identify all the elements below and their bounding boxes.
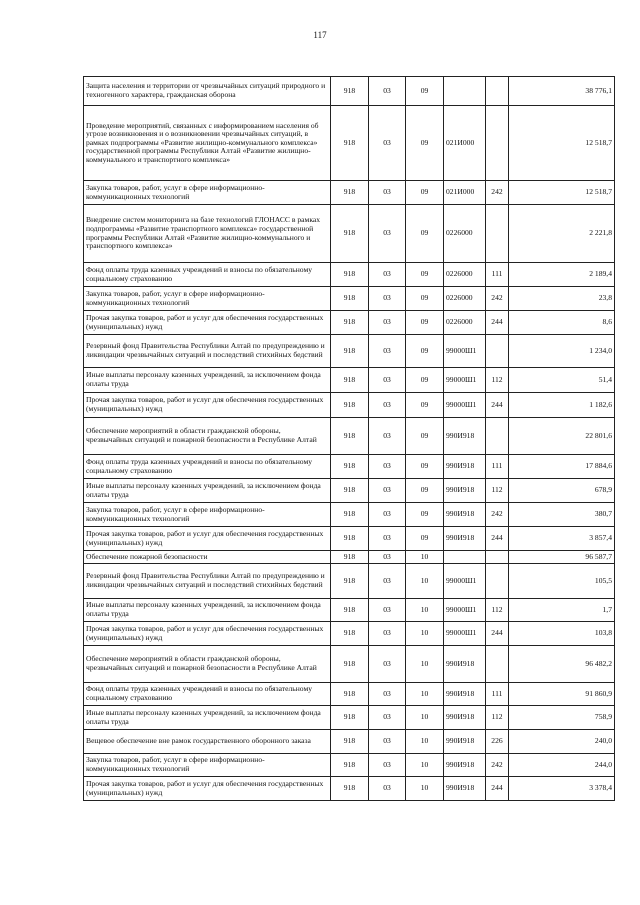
subsection-code: 09 [406,479,444,503]
row-name: Прочая закупка товаров, работ и услуг для обеспечения государственных (муниципальных) нужд [84,393,331,418]
amount: 12 518,7 [509,181,615,205]
table-row [84,418,615,455]
expense-type: 112 [486,368,509,393]
admin-code: 918 [331,181,369,205]
amount: 1 234,0 [509,335,615,368]
subsection-code: 09 [406,106,444,181]
expense-type [486,335,509,368]
admin-code: 918 [331,418,369,455]
section-code: 03 [369,730,406,754]
row-name: Иные выплаты персоналу казенных учреждений, за исключением фонда оплаты труда [84,479,331,503]
expense-type: 112 [486,479,509,503]
target-article [444,551,486,564]
row-name: Внедрение систем мониторинга на базе технологий ГЛОНАСС в рамках подпрограммы «Развитие транспортного комплекса» государственной программы Республики Алтай «Развитие жилищно-коммунального и транспортного комплекса» [84,205,331,263]
target-article: 990И918 [444,706,486,730]
target-article: 0226000 [444,287,486,311]
row-name: Прочая закупка товаров, работ и услуг для обеспечения государственных (муниципальных) нужд [84,622,331,646]
section-code: 03 [369,418,406,455]
row-name: Закупка товаров, работ, услуг в сфере информационно-коммуникационных технологий [84,287,331,311]
row-name: Иные выплаты персоналу казенных учреждений, за исключением фонда оплаты труда [84,706,331,730]
subsection-code: 09 [406,527,444,551]
admin-code: 918 [331,393,369,418]
row-name: Прочая закупка товаров, работ и услуг для обеспечения государственных (муниципальных) нужд [84,777,331,801]
section-code: 03 [369,205,406,263]
table-row [84,527,615,551]
amount: 240,0 [509,730,615,754]
admin-code: 918 [331,706,369,730]
target-article: 0226000 [444,263,486,287]
admin-code: 918 [331,599,369,622]
amount: 38 776,1 [509,77,615,106]
amount: 91 860,9 [509,683,615,706]
row-name: Резервный фонд Правительства Республики Алтай по предупреждению и ликвидации чрезвычайных ситуаций и последствий стихийных бедствий [84,564,331,599]
subsection-code: 09 [406,503,444,527]
expense-type [486,77,509,106]
section-code: 03 [369,551,406,564]
expense-type [486,418,509,455]
table-row [84,181,615,205]
amount: 8,6 [509,311,615,335]
section-code: 03 [369,683,406,706]
amount: 3 857,4 [509,527,615,551]
target-article: 990И918 [444,455,486,479]
row-name: Иные выплаты персоналу казенных учреждений, за исключением фонда оплаты труда [84,599,331,622]
expense-type [486,646,509,683]
subsection-code: 10 [406,706,444,730]
subsection-code: 09 [406,205,444,263]
section-code: 03 [369,311,406,335]
section-code: 03 [369,646,406,683]
target-article: 990И918 [444,503,486,527]
table-row [84,368,615,393]
admin-code: 918 [331,106,369,181]
table-row [84,335,615,368]
table-row [84,311,615,335]
row-name: Обеспечение мероприятий в области гражданской обороны, чрезвычайных ситуаций и пожарной безопасности в Республике Алтай [84,646,331,683]
amount: 23,8 [509,287,615,311]
amount: 380,7 [509,503,615,527]
amount: 96 482,2 [509,646,615,683]
section-code: 03 [369,527,406,551]
expense-type: 226 [486,730,509,754]
row-name: Прочая закупка товаров, работ и услуг для обеспечения государственных (муниципальных) нужд [84,527,331,551]
amount: 22 801,6 [509,418,615,455]
target-article: 99000Ш1 [444,393,486,418]
admin-code: 918 [331,730,369,754]
amount: 3 378,4 [509,777,615,801]
section-code: 03 [369,106,406,181]
expense-type: 244 [486,393,509,418]
table-row [84,754,615,777]
expense-type: 112 [486,706,509,730]
subsection-code: 09 [406,335,444,368]
row-name: Обеспечение пожарной безопасности [84,551,331,564]
target-article: 0226000 [444,311,486,335]
section-code: 03 [369,368,406,393]
subsection-code: 09 [406,287,444,311]
target-article: 99000Ш1 [444,335,486,368]
section-code: 03 [369,599,406,622]
table-row [84,205,615,263]
subsection-code: 09 [406,368,444,393]
amount: 678,9 [509,479,615,503]
target-article: 990И918 [444,527,486,551]
expense-type [486,551,509,564]
admin-code: 918 [331,335,369,368]
section-code: 03 [369,564,406,599]
table-row [84,393,615,418]
target-article: 021И000 [444,181,486,205]
budget-table-body [84,77,615,801]
subsection-code: 09 [406,181,444,205]
amount: 96 587,7 [509,551,615,564]
subsection-code: 10 [406,730,444,754]
target-article: 99000Ш1 [444,599,486,622]
target-article: 990И918 [444,777,486,801]
row-name: Закупка товаров, работ, услуг в сфере информационно-коммуникационных технологий [84,754,331,777]
expense-type: 244 [486,527,509,551]
admin-code: 918 [331,527,369,551]
target-article: 99000Ш1 [444,564,486,599]
section-code: 03 [369,393,406,418]
admin-code: 918 [331,263,369,287]
subsection-code: 10 [406,646,444,683]
budget-table [83,76,615,801]
row-name: Резервный фонд Правительства Республики Алтай по предупреждению и ликвидации чрезвычайных ситуаций и последствий стихийных бедствий [84,335,331,368]
target-article: 990И918 [444,418,486,455]
table-row [84,564,615,599]
admin-code: 918 [331,551,369,564]
table-row [84,730,615,754]
subsection-code: 09 [406,393,444,418]
section-code: 03 [369,503,406,527]
table-row [84,706,615,730]
admin-code: 918 [331,311,369,335]
target-article: 990И918 [444,730,486,754]
target-article: 99000Ш1 [444,622,486,646]
subsection-code: 09 [406,77,444,106]
amount: 12 518,7 [509,106,615,181]
expense-type: 111 [486,683,509,706]
expense-type: 242 [486,287,509,311]
expense-type: 244 [486,777,509,801]
expense-type: 242 [486,754,509,777]
table-row [84,622,615,646]
row-name: Закупка товаров, работ, услуг в сфере информационно-коммуникационных технологий [84,181,331,205]
table-row [84,455,615,479]
table-row [84,479,615,503]
row-name: Обеспечение мероприятий в области гражданской обороны, чрезвычайных ситуаций и пожарной безопасности в Республике Алтай [84,418,331,455]
target-article: 990И918 [444,646,486,683]
admin-code: 918 [331,622,369,646]
target-article: 99000Ш1 [444,368,486,393]
amount: 105,5 [509,564,615,599]
section-code: 03 [369,181,406,205]
amount: 758,9 [509,706,615,730]
expense-type: 242 [486,503,509,527]
table-row [84,599,615,622]
amount: 1,7 [509,599,615,622]
row-name: Вещевое обеспечение вне рамок государственного оборонного заказа [84,730,331,754]
page-number: 117 [313,30,327,40]
admin-code: 918 [331,368,369,393]
expense-type: 111 [486,455,509,479]
row-name: Фонд оплаты труда казенных учреждений и взносы по обязательному социальному страхованию [84,683,331,706]
row-name: Закупка товаров, работ, услуг в сфере информационно-коммуникационных технологий [84,503,331,527]
section-code: 03 [369,335,406,368]
admin-code: 918 [331,77,369,106]
section-code: 03 [369,754,406,777]
table-row [84,777,615,801]
row-name: Проведение мероприятий, связанных с информированием населения об угрозе возникновения и о возникновении чрезвычайных ситуаций, в рамках подпрограммы «Развитие жилищно-коммунального комплекса» государственной программы Республики Алтай «Развитие жилищно-коммунального и транспортного комплекса» [84,106,331,181]
amount: 2 189,4 [509,263,615,287]
amount: 2 221,8 [509,205,615,263]
table-row [84,503,615,527]
admin-code: 918 [331,287,369,311]
target-article: 021И000 [444,106,486,181]
target-article: 990И918 [444,754,486,777]
amount: 17 884,6 [509,455,615,479]
section-code: 03 [369,263,406,287]
section-code: 03 [369,706,406,730]
subsection-code: 09 [406,418,444,455]
target-article: 0226000 [444,205,486,263]
row-name: Защита населения и территории от чрезвычайных ситуаций природного и техногенного характера, гражданская оборона [84,77,331,106]
amount: 244,0 [509,754,615,777]
subsection-code: 10 [406,622,444,646]
row-name: Иные выплаты персоналу казенных учреждений, за исключением фонда оплаты труда [84,368,331,393]
table-row [84,683,615,706]
expense-type: 244 [486,311,509,335]
table-row [84,263,615,287]
expense-type: 244 [486,622,509,646]
section-code: 03 [369,455,406,479]
subsection-code: 10 [406,683,444,706]
target-article: 990И918 [444,479,486,503]
section-code: 03 [369,479,406,503]
expense-type: 112 [486,599,509,622]
table-row [84,287,615,311]
table-row [84,106,615,181]
row-name: Фонд оплаты труда казенных учреждений и взносы по обязательному социальному страхованию [84,455,331,479]
admin-code: 918 [331,777,369,801]
expense-type [486,205,509,263]
table-row [84,77,615,106]
table-row [84,551,615,564]
admin-code: 918 [331,564,369,599]
admin-code: 918 [331,455,369,479]
subsection-code: 09 [406,263,444,287]
admin-code: 918 [331,683,369,706]
section-code: 03 [369,622,406,646]
expense-type: 111 [486,263,509,287]
amount: 1 182,6 [509,393,615,418]
admin-code: 918 [331,479,369,503]
admin-code: 918 [331,205,369,263]
section-code: 03 [369,287,406,311]
row-name: Фонд оплаты труда казенных учреждений и взносы по обязательному социальному страхованию [84,263,331,287]
subsection-code: 10 [406,564,444,599]
section-code: 03 [369,777,406,801]
expense-type [486,564,509,599]
admin-code: 918 [331,503,369,527]
amount: 51,4 [509,368,615,393]
admin-code: 918 [331,754,369,777]
expense-type [486,106,509,181]
admin-code: 918 [331,646,369,683]
row-name: Прочая закупка товаров, работ и услуг для обеспечения государственных (муниципальных) нужд [84,311,331,335]
subsection-code: 10 [406,599,444,622]
subsection-code: 09 [406,455,444,479]
subsection-code: 10 [406,754,444,777]
target-article: 990И918 [444,683,486,706]
section-code: 03 [369,77,406,106]
subsection-code: 10 [406,777,444,801]
amount: 103,8 [509,622,615,646]
expense-type: 242 [486,181,509,205]
table-row [84,646,615,683]
subsection-code: 10 [406,551,444,564]
subsection-code: 09 [406,311,444,335]
target-article [444,77,486,106]
